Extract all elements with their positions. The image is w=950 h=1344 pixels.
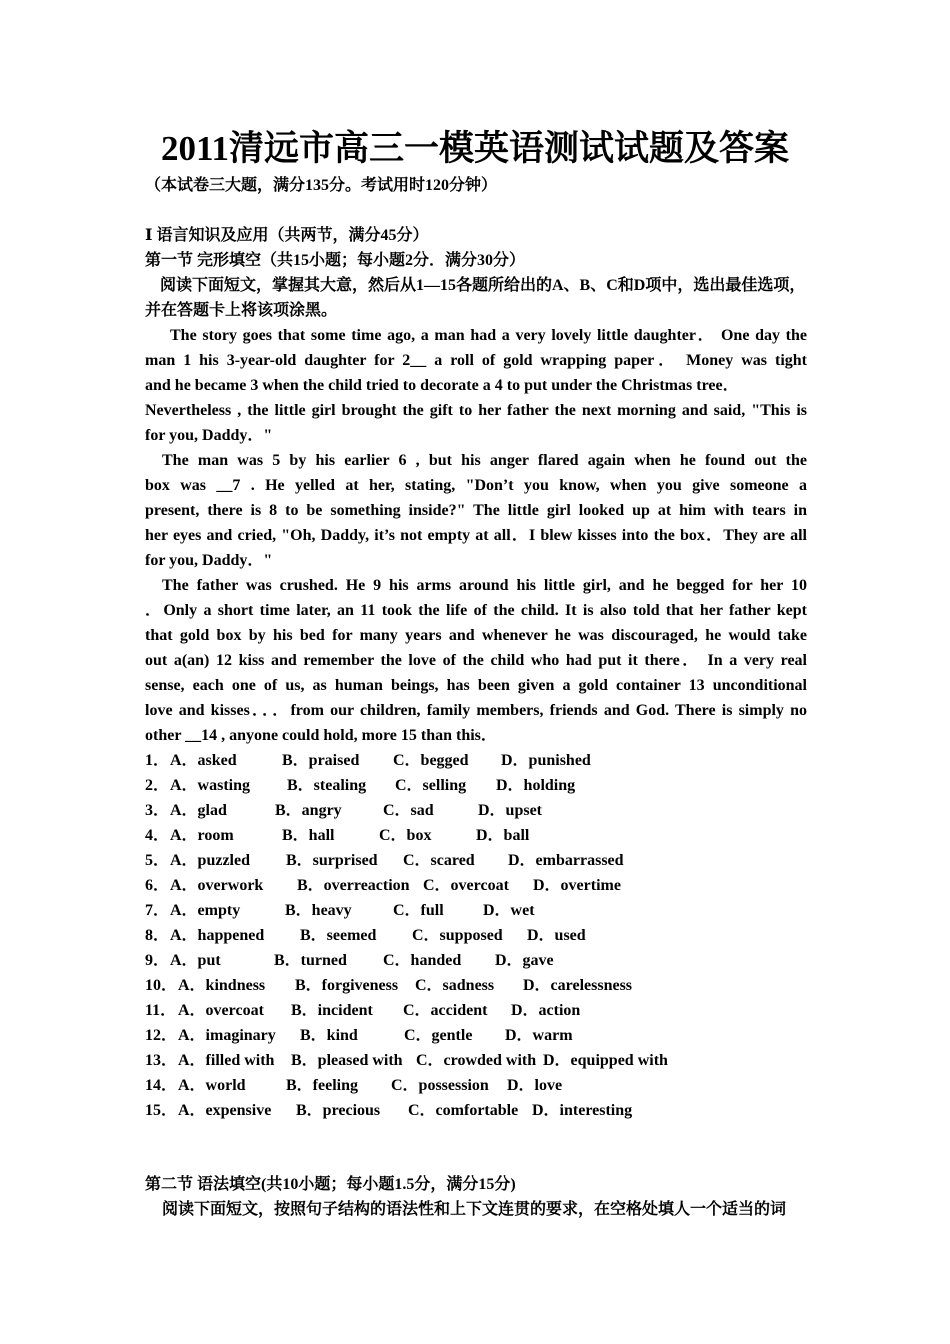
passage-line: The man was 5 by his earlier 6 , but his anger flared again when he found out the — [162, 452, 807, 469]
option-c: C．scared — [403, 852, 475, 869]
passage-line: sense, each one of us, as human beings, has been given a gold container 13 unconditional — [145, 677, 807, 694]
question-row — [145, 974, 807, 998]
question-number: 12． — [145, 1027, 178, 1044]
option-c: C．gentle — [404, 1027, 473, 1044]
question-row — [145, 1024, 807, 1048]
passage-line: love and kisses．．．from our children, family members, friends and God. There is simply no — [145, 702, 807, 719]
option-a: A．overwork — [170, 877, 264, 894]
question-number: 5． — [145, 852, 170, 869]
option-d: D．warm — [505, 1027, 573, 1044]
passage-line: other __14 , anyone could hold, more 15 than this． — [145, 727, 497, 744]
question-number: 8． — [145, 927, 170, 944]
option-a: A．empty — [170, 902, 241, 919]
option-d: D．wet — [483, 902, 535, 919]
question-number: 3． — [145, 802, 170, 819]
option-d: D．equipped with — [543, 1052, 668, 1069]
question-row — [145, 824, 807, 848]
option-b: B．kind — [300, 1027, 358, 1044]
option-b: B．feeling — [286, 1077, 358, 1094]
option-b: B．forgiveness — [295, 977, 399, 994]
option-a: A．kindness — [178, 977, 266, 994]
option-a: A．world — [178, 1077, 246, 1094]
option-d: D．used — [527, 927, 586, 944]
passage-line: for you, Daddy．" — [145, 552, 273, 569]
section2-heading: 第二节 语法填空(共10小题；每小题1.5分，满分15分) — [145, 1176, 516, 1193]
option-d: D．ball — [476, 827, 530, 844]
option-d: D．action — [511, 1002, 581, 1019]
passage-line: present, there is 8 to be something inside?" The little girl looked up at him with tears in — [145, 502, 807, 519]
passage-line: ．Only a short time later, an 11 took the life of the child. It is also told that her father kept — [145, 602, 807, 619]
option-a: A．happened — [170, 927, 265, 944]
option-c: C．selling — [395, 777, 467, 794]
option-c: C．sad — [383, 802, 434, 819]
option-d: D．gave — [495, 952, 554, 969]
option-d: D．carelessness — [523, 977, 633, 994]
option-b: B．surprised — [286, 852, 378, 869]
question-number: 6． — [145, 877, 170, 894]
passage-line: man 1 his 3-year-old daughter for 2__ a roll of gold wrapping paper． Money was tight — [145, 352, 807, 369]
option-c: C．begged — [393, 752, 469, 769]
option-b: B．overreaction — [297, 877, 410, 894]
option-b: B．praised — [282, 752, 360, 769]
question-row — [145, 924, 807, 948]
passage-line: The story goes that some time ago, a man had a very lovely little daughter． One day the — [170, 327, 807, 344]
option-a: A．filled with — [178, 1052, 275, 1069]
option-c: C．possession — [391, 1077, 489, 1094]
option-a: A．put — [170, 952, 221, 969]
question-number: 1． — [145, 752, 170, 769]
question-row — [145, 1049, 807, 1073]
question-number: 13． — [145, 1052, 178, 1069]
option-b: B．precious — [296, 1102, 381, 1119]
option-b: B．seemed — [300, 927, 377, 944]
section1-instruction-line1: 阅读下面短文，掌握其大意，然后从1—15各题所给出的A、B、C和D项中，选出最佳选项， — [160, 277, 806, 294]
question-number: 10． — [145, 977, 178, 994]
section2-instruction: 阅读下面短文，按照句子结构的语法性和上下文连贯的要求，在空格处填人一个适当的词 — [162, 1201, 787, 1218]
question-row — [145, 749, 807, 773]
option-b: B．hall — [282, 827, 335, 844]
question-row — [145, 949, 807, 973]
option-b: B．angry — [275, 802, 342, 819]
option-c: C．overcoat — [423, 877, 509, 894]
question-row — [145, 999, 807, 1023]
option-c: C．comfortable — [408, 1102, 519, 1119]
option-a: A．glad — [170, 802, 227, 819]
option-c: C．full — [393, 902, 444, 919]
question-number: 7． — [145, 902, 170, 919]
option-d: D．holding — [496, 777, 576, 794]
question-row — [145, 1099, 807, 1123]
question-number: 11． — [145, 1002, 177, 1019]
option-c: C．handed — [383, 952, 462, 969]
question-row — [145, 874, 807, 898]
option-a: A．puzzled — [170, 852, 251, 869]
question-number: 9． — [145, 952, 170, 969]
option-a: A．imaginary — [178, 1027, 276, 1044]
option-a: A．wasting — [170, 777, 251, 794]
option-a: A．overcoat — [178, 1002, 264, 1019]
section1-heading: 第一节 完形填空（共15小题；每小题2分．满分30分） — [145, 252, 526, 269]
question-number: 15． — [145, 1102, 178, 1119]
option-b: B．heavy — [285, 902, 352, 919]
passage-line: for you, Daddy．" — [145, 427, 273, 444]
option-c: C．sadness — [415, 977, 495, 994]
option-b: B．turned — [274, 952, 347, 969]
question-row — [145, 1074, 807, 1098]
option-c: C．box — [379, 827, 432, 844]
question-row — [145, 774, 807, 798]
question-row — [145, 849, 807, 873]
option-d: D．punished — [501, 752, 591, 769]
option-d: D．upset — [478, 802, 543, 819]
question-number: 2． — [145, 777, 170, 794]
passage-line: Nevertheless , the little girl brought the gift to her father the next morning and said, "This is — [145, 402, 807, 419]
passage-line: box was __7 . He yelled at her, stating, "Don’t you know, when you give someone a — [145, 477, 807, 494]
passage-line: and he became 3 when the child tried to decorate a 4 to put under the Christmas tree． — [145, 377, 739, 394]
question-row — [145, 799, 807, 823]
option-c: C．supposed — [412, 927, 503, 944]
exam-subtitle: （本试卷三大题，满分135分。考试用时120分钟） — [145, 177, 498, 194]
option-d: D．embarrassed — [508, 852, 624, 869]
question-number: 4． — [145, 827, 170, 844]
passage-line: out a(an) 12 kiss and remember the love of the child who had put it there． In a very real — [145, 652, 807, 669]
option-a: A．asked — [170, 752, 237, 769]
option-c: C．accident — [403, 1002, 488, 1019]
option-d: D．interesting — [532, 1102, 633, 1119]
option-d: D．overtime — [533, 877, 621, 894]
passage-line: her eyes and cried, "Oh, Daddy, it’s not empty at all．I blew kisses into the box．They are all — [145, 527, 807, 544]
page-title: 2011清远市高三一模英语测试试题及答案 — [160, 129, 790, 168]
option-b: B．pleased with — [291, 1052, 403, 1069]
passage-line: The father was crushed. He 9 his arms around his little girl, and he begged for her 10 — [162, 577, 807, 594]
option-a: A．expensive — [178, 1102, 272, 1119]
passage-line: that gold box by his bed for many years and whenever he was discouraged, he would take — [145, 627, 807, 644]
question-number: 14． — [145, 1077, 178, 1094]
option-c: C．crowded with — [416, 1052, 537, 1069]
part1-heading: Ⅰ 语言知识及应用（共两节，满分45分） — [145, 227, 429, 244]
section1-instruction-line2: 并在答题卡上将该项涂黑。 — [145, 302, 338, 319]
option-b: B．incident — [291, 1002, 373, 1019]
question-row — [145, 899, 807, 923]
option-b: B．stealing — [287, 777, 367, 794]
option-d: D．love — [507, 1077, 563, 1094]
option-a: A．room — [170, 827, 234, 844]
